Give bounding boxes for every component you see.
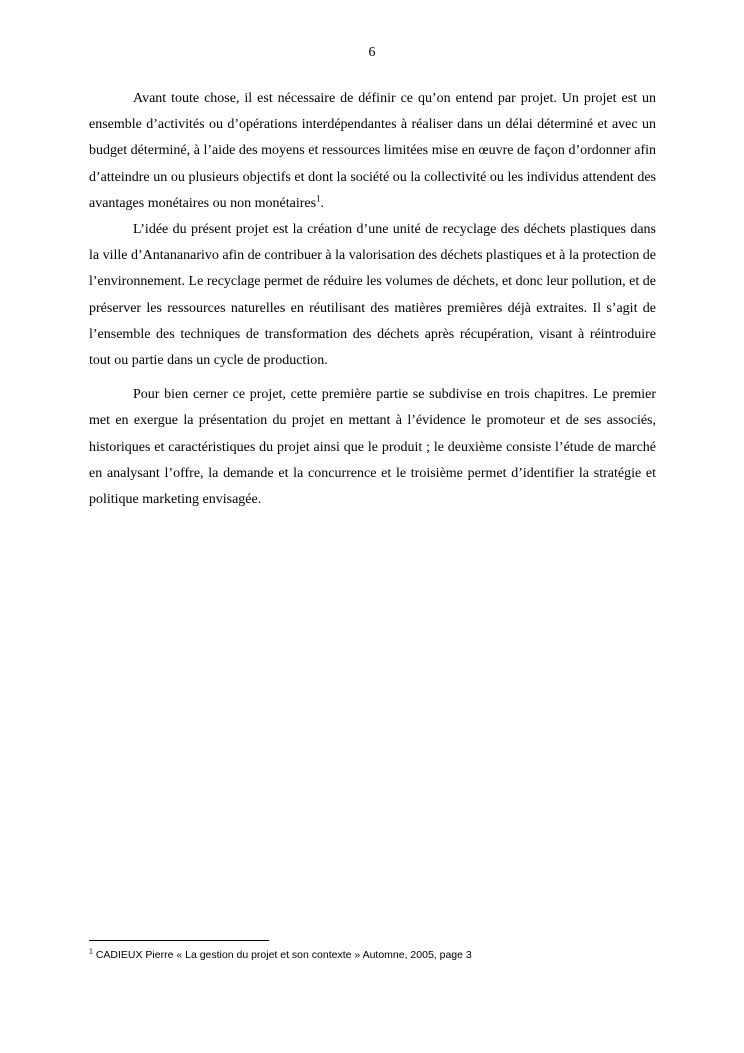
body-text	[89, 86, 656, 513]
paragraph-part-outline: Pour bien cerner ce projet, cette première partie se subdivise en trois chapitres. Le premier met en exergue la présentation du projet en mettant à l’évidence le promoteur et de ses associés, historiques et caractéristiques du projet ainsi que le produit ; le deuxième consiste l’étude de marché en analysant l’offre, la demande et la concurrence et le troisième permet d’identifier la stratégie et politique marketing envisagée.	[89, 387, 656, 508]
footnote-text: CADIEUX Pierre « La gestion du projet et son contexte » Automne, 2005, page 3	[95, 949, 472, 961]
paragraph-project-idea: L’idée du présent projet est la création d’une unité de recyclage des déchets plastiques dans la ville d’Antananarivo afin de contribuer à la valorisation des déchets plastiques et à la protection de l’environnement. Le recyclage permet de réduire les volumes de déchets, et donc leur pollution, et de préserver les ressources naturelles en réutilisant des matières premières déjà extraites. Il s’agit de l’ensemble des techniques de transformation des déchets après récupération, visant à réintroduire tout ou partie dans un cycle de production.	[89, 222, 656, 369]
paragraph-text: Avant toute chose, il est nécessaire de définir ce qu’on entend par projet. Un projet est un ensemble d’activités ou d’opérations interdépendantes à réaliser dans un délai déterminé et avec un budget déterminé, à l’aide des moyens et ressources limitées mise en œuvre de façon d’ordonner afin d’atteindre un ou plusieurs objectifs et dont la société ou la collectivité ou les individus attendent des avantages monétaires ou non monétaires	[89, 91, 656, 211]
footnote-separator	[89, 940, 269, 941]
footnote	[89, 947, 656, 963]
paragraph-end-punctuation: .	[320, 195, 325, 211]
paragraph-project-definition	[89, 86, 656, 217]
footnote-number: 1	[89, 948, 93, 956]
page-number: 6	[368, 45, 376, 60]
footnote-reference[interactable]: 1	[316, 193, 321, 204]
